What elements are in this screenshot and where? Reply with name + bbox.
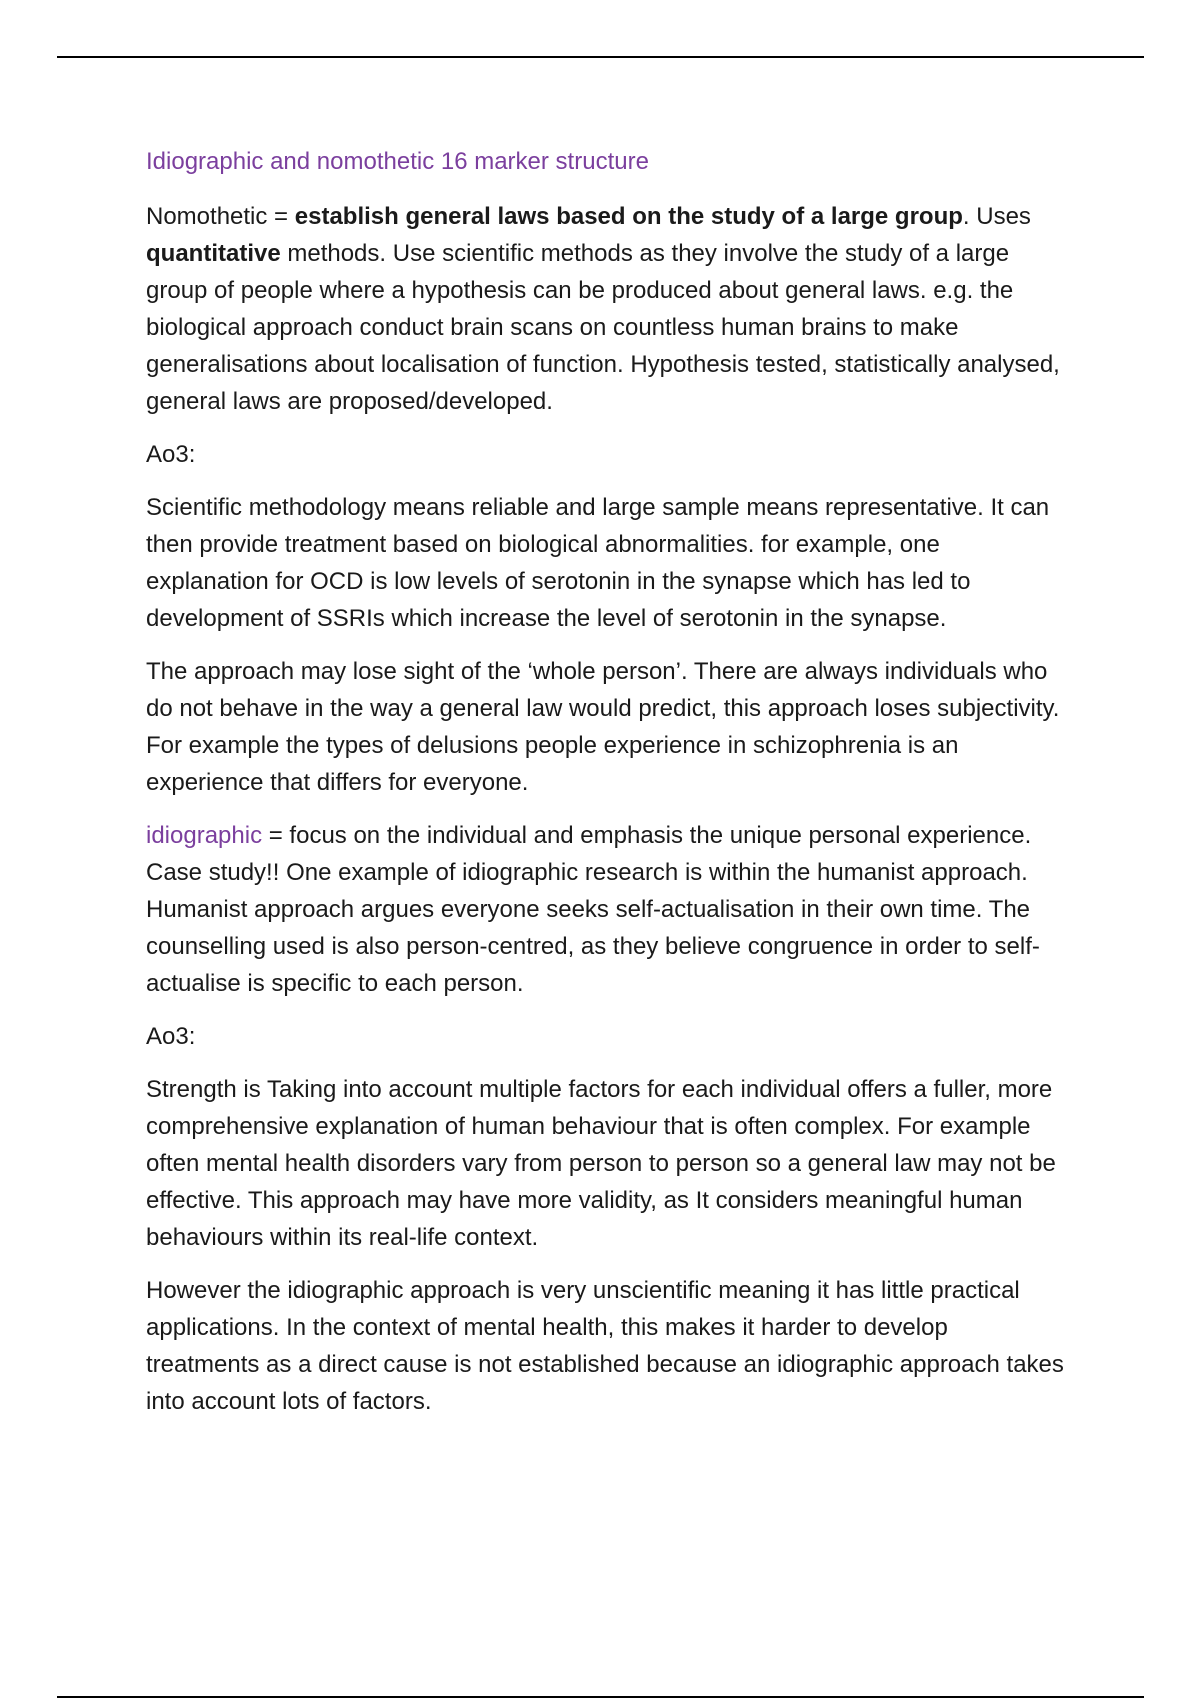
nomothetic-period: .: [962, 203, 970, 230]
nomothetic-quantitative: quantitative: [146, 240, 281, 267]
ao3-label-2: Ao3:: [146, 1023, 196, 1050]
idiographic-rest: = focus on the individual and emphasis the unique personal experience. Case study!! One example of idiographic research is within the humanist approach. Humanist approach argues everyone seeks self-actualisation in their own time. The counselling used is also person-centred, as they believe congruence in order to self-actualise is specific to each person.: [146, 822, 1040, 997]
nomothetic-term: Nomothetic: [146, 203, 268, 230]
idiographic-paragraph: [146, 817, 1066, 1002]
nomothetic-uses: Uses: [969, 203, 1031, 230]
nomothetic-paragraph: [146, 198, 1066, 420]
nomothetic-weakness-paragraph: The approach may lose sight of the ‘whole person’. There are always individuals who do not behave in the way a general law would predict, this approach loses subjectivity. For example the types of delusions people experience in schizophrenia is an experience that differs for everyone.: [146, 658, 1060, 796]
page-title: Idiographic and nomothetic 16 marker structure: [146, 148, 649, 175]
document-body: [146, 146, 1066, 1436]
header-rule: [57, 56, 1144, 58]
nomothetic-sep: =: [267, 203, 295, 230]
idiographic-term: idiographic: [146, 822, 263, 849]
footer-rule: [57, 1696, 1144, 1698]
nomothetic-definition: establish general laws based on the study of a large group: [294, 203, 963, 230]
idiographic-weakness-paragraph: However the idiographic approach is very unscientific meaning it has little practical applications. In the context of mental health, this makes it harder to develop treatments as a direct cause is not established because an idiographic approach takes into account lots of factors.: [146, 1277, 1064, 1415]
ao3-label-1: Ao3:: [146, 441, 196, 468]
idiographic-strength-paragraph: Strength is Taking into account multiple factors for each individual offers a fuller, more comprehensive explanation of human behaviour that is often complex. For example often mental health disorders vary from person to person so a general law may not be effective. This approach may have more validity, as It considers meaningful human behaviours within its real-life context.: [146, 1076, 1056, 1251]
nomothetic-rest: methods. Use scientific methods as they involve the study of a large group of people where a hypothesis can be produced about general laws. e.g. the biological approach conduct brain scans on countless human brains to make generalisations about localisation of function. Hypothesis tested, statistically analysed, general laws are proposed/developed.: [146, 240, 1060, 415]
nomothetic-strength-paragraph: Scientific methodology means reliable and large sample means representative. It can then provide treatment based on biological abnormalities. for example, one explanation for OCD is low levels of serotonin in the synapse which has led to development of SSRIs which increase the level of serotonin in the synapse.: [146, 494, 1050, 632]
